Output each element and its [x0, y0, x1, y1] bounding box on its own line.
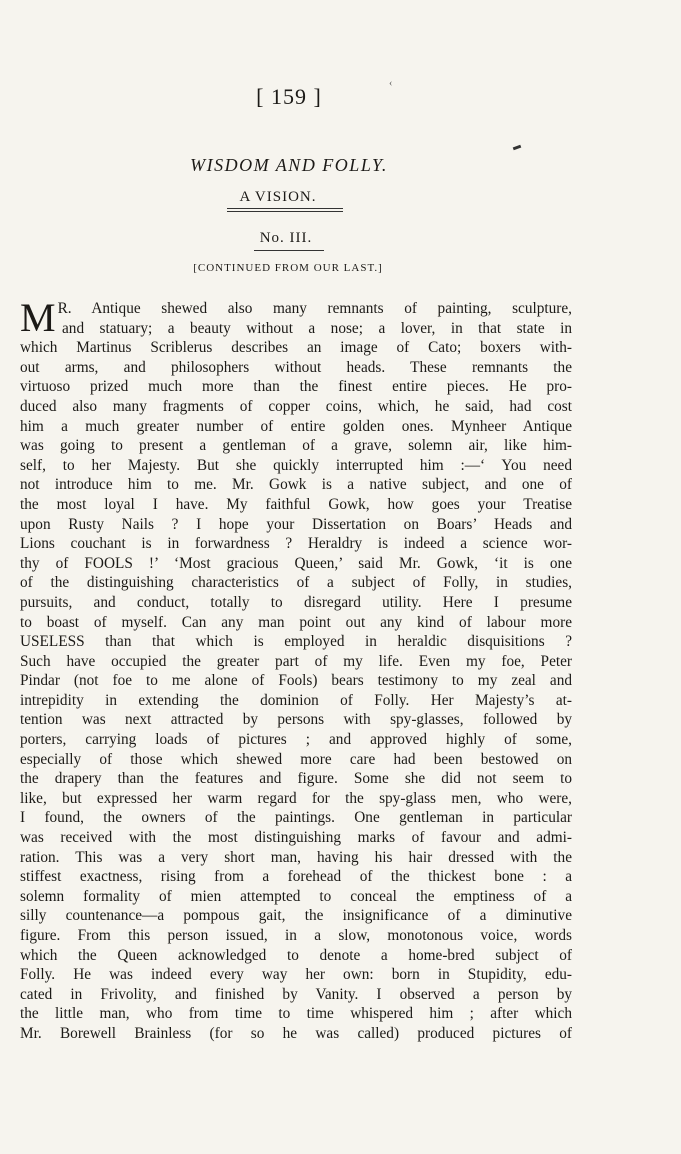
- text-line: Folly. He was indeed every way her own: born in Stupidity, edu-: [20, 966, 572, 984]
- text-line: Pindar (not foe to me alone of Fools) bears testimony to my zeal and: [20, 672, 572, 690]
- text-line: like, but expressed her warm regard for the spy-glass men, who were,: [20, 789, 572, 807]
- text-line: R. Antique shewed also many remnants of painting, sculpture,: [57, 300, 572, 317]
- text-line: upon Rusty Nails ? I hope your Dissertation on Boars’ Heads and: [20, 515, 572, 533]
- text-line: I found, the owners of the paintings. One gentleman in particular: [20, 809, 572, 827]
- text-line: virtuoso prized much more than the finest entire pieces. He pro-: [20, 378, 572, 396]
- text-line: not introduce him to me. Mr. Gowk is a native subject, and one of: [20, 476, 572, 494]
- article-title: WISDOM AND FOLLY.: [190, 155, 388, 175]
- text-line: the little man, who from time to time whispered him ; after which: [20, 1005, 572, 1023]
- text-line: Such have occupied the greater part of my life. Even my foe, Peter: [20, 652, 572, 670]
- text-line: pursuits, and conduct, totally to disregard utility. Here I presume: [20, 593, 572, 611]
- title-rule: [227, 208, 343, 212]
- number-rule: [254, 250, 324, 251]
- text-line: to boast of myself. Can any man point out any kind of labour more: [20, 613, 572, 631]
- text-line: which the Queen acknowledged to denote a home-bred subject of: [20, 946, 572, 964]
- drop-cap: M: [20, 295, 56, 340]
- text-line: Lions couchant is in forwardness ? Heraldry is indeed a science wor-: [20, 535, 572, 553]
- text-line: tention was next attracted by persons with spy-glasses, followed by: [20, 711, 572, 729]
- text-line: solemn formality of mien attempted to conceal the emptiness of a: [20, 887, 572, 905]
- continued-note: [CONTINUED FROM OUR LAST.]: [193, 262, 383, 274]
- text-line: which Martinus Scriblerus describes an image of Cato; boxers with-: [20, 339, 572, 357]
- text-line: of the distinguishing characteristics of a subject of Folly, in studies,: [20, 574, 572, 592]
- text-line: the most loyal I have. My faithful Gowk, how goes your Treatise: [20, 495, 572, 513]
- body-text: [20, 295, 572, 1044]
- ink-blot: [513, 145, 522, 151]
- text-line: stiffest exactness, rising from a forehead of the thickest bone : a: [20, 868, 572, 886]
- text-line: thy of FOOLS !’ ‘Most gracious Queen,’ said Mr. Gowk, ‘it is one: [20, 554, 572, 572]
- text-line: out arms, and philosophers without heads. These remnants the: [20, 358, 572, 376]
- issue-number: No. III.: [259, 230, 313, 246]
- text-line: was received with the most distinguishing marks of favour and admi-: [20, 829, 572, 847]
- text-line: ration. This was a very short man, having his hair dressed with the: [20, 848, 572, 866]
- stray-mark: ‹: [389, 78, 393, 89]
- text-line: duced also many fragments of copper coins, which, he said, had cost: [20, 397, 572, 415]
- text-line: the drapery than the features and figure. Some she did not seem to: [20, 770, 572, 788]
- text-line: intrepidity in extending the dominion of Folly. Her Majesty’s at-: [20, 691, 572, 709]
- text-line: was going to present a gentleman of a grave, solemn air, like him-: [20, 437, 572, 455]
- text-line: silly countenance—a pompous gait, the insignificance of a diminutive: [20, 907, 572, 925]
- text-line: figure. From this person issued, in a slow, monotonous voice, words: [20, 927, 572, 944]
- text-line: cated in Frivolity, and finished by Vanity. I observed a person by: [20, 985, 572, 1003]
- page-number: [ 159 ]: [256, 84, 322, 109]
- text-line: especially of those which shewed more care had been bestowed on: [20, 750, 572, 768]
- text-line: him a much greater number of entire golden ones. Mynheer Antique: [20, 417, 572, 435]
- text-line: self, to her Majesty. But she quickly interrupted him :—‘ You need: [20, 456, 572, 474]
- text-line: and statuary; a beauty without a nose; a lover, in that state in: [62, 319, 572, 337]
- article-subtitle: A VISION.: [239, 189, 317, 205]
- text-line: porters, carrying loads of pictures ; and approved highly of some,: [20, 731, 572, 749]
- text-line: Mr. Borewell Brainless (for so he was called) produced pictures of: [20, 1024, 572, 1042]
- text-line: USELESS than that which is employed in heraldic disquisitions ?: [20, 633, 572, 651]
